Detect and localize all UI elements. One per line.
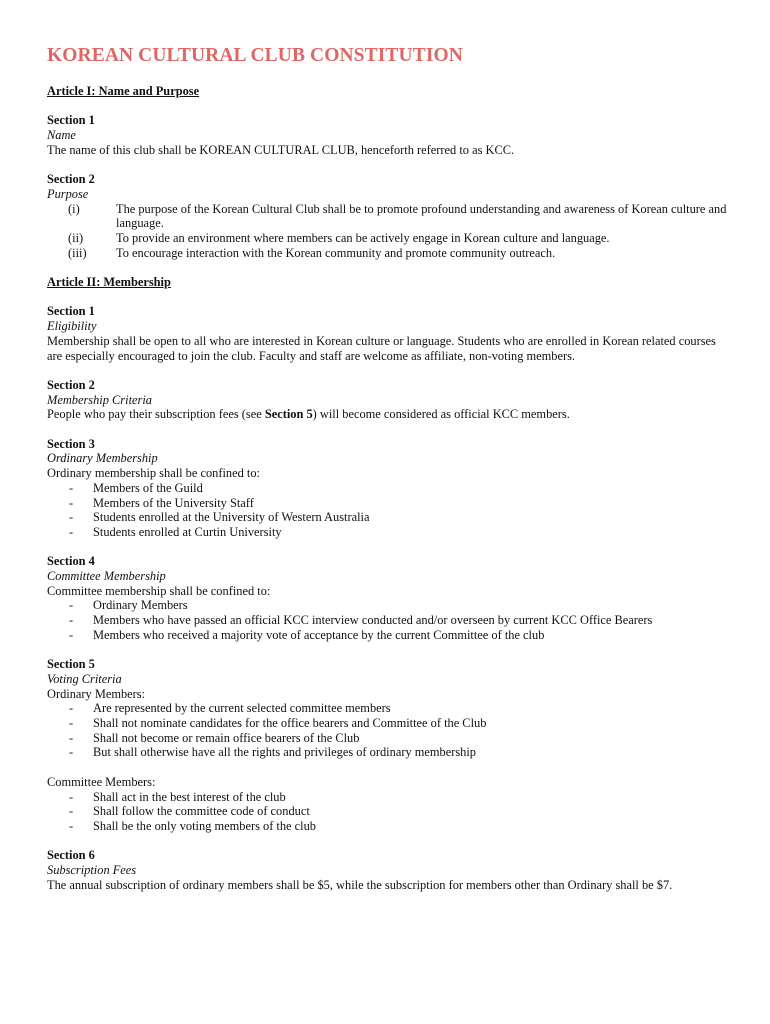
article-2-section-3-subtitle: Ordinary Membership [47, 451, 158, 466]
list-item: - Are represented by the current selected committee members [47, 701, 727, 716]
dash-bullet: - [69, 598, 74, 613]
purpose-list-item [47, 231, 727, 246]
purpose-list-item [47, 202, 727, 231]
dash-bullet: - [69, 701, 74, 716]
document-title: KOREAN CULTURAL CLUB CONSTITUTION [47, 45, 463, 66]
dash-bullet: - [69, 480, 74, 495]
article-2-section-2-label: Section 2 [47, 377, 95, 392]
dash-bullet: - [69, 804, 74, 819]
article-2-section-1-text: Membership shall be open to all who are interested in Korean culture or language. Students who are enrolled in Korean related courses are especially encouraged to join the club. Faculty and staff are welcome as affiliate, non-voting members. [47, 333, 716, 363]
article-2-section-4-label: Section 4 [47, 554, 95, 569]
article-2-section-1-label: Section 1 [47, 304, 95, 319]
list-item: - Members who have passed an official KCC interview conducted and/or overseen by current KCC Office Bearers [47, 613, 727, 628]
article-2-section-1-subtitle: Eligibility [47, 319, 97, 334]
dash-bullet: - [69, 510, 74, 525]
article-2-section-5-label: Section 5 [47, 657, 95, 672]
article-2-heading: Article II: Membership [47, 275, 171, 290]
dash-bullet: - [69, 730, 74, 745]
dash-bullet: - [69, 745, 74, 760]
article-2-section-2-text: People who pay their subscription fees (see Section 5) will become considered as official KCC members. [47, 407, 570, 422]
list-item: - Members who received a majority vote of acceptance by the current Committee of the club [47, 628, 727, 643]
roman-numeral: (i) [68, 201, 80, 216]
purpose-list-item [47, 246, 727, 261]
ordinary-members-intro: Ordinary Members: [47, 686, 146, 701]
article-2-section-5-subtitle: Voting Criteria [47, 671, 122, 686]
roman-numeral: (ii) [68, 230, 84, 245]
article-1-section-2-label: Section 2 [47, 172, 95, 187]
committee-members-intro: Committee Members: [47, 774, 156, 789]
article-1-section-2-subtitle: Purpose [47, 186, 89, 201]
list-item: - Shall not become or remain office bearers of the Club [47, 731, 727, 746]
article-2-section-2-subtitle: Membership Criteria [47, 392, 152, 407]
committee-membership-intro: Committee membership shall be confined to: [47, 583, 271, 598]
list-item: - Students enrolled at the University of Western Australia [47, 510, 727, 525]
list-item: - Ordinary Members [47, 598, 727, 613]
article-1-section-1-text: The name of this club shall be KOREAN CULTURAL CLUB, henceforth referred to as KCC. [47, 142, 515, 157]
list-item: - Members of the Guild [47, 481, 727, 496]
list-item: - Students enrolled at Curtin University [47, 525, 727, 540]
article-2-section-6-label: Section 6 [47, 848, 95, 863]
purpose-text: To encourage interaction with the Korean community and promote community outreach. [116, 245, 556, 260]
article-2-section-3-label: Section 3 [47, 436, 95, 451]
dash-bullet: - [69, 789, 74, 804]
dash-bullet: - [69, 495, 74, 510]
article-2-section-4-subtitle: Committee Membership [47, 569, 166, 584]
list-item: - Members of the University Staff [47, 496, 727, 511]
dash-bullet: - [69, 716, 74, 731]
list-item: - But shall otherwise have all the rights and privileges of ordinary membership [47, 745, 727, 760]
list-item: - Shall not nominate candidates for the office bearers and Committee of the Club [47, 716, 727, 731]
dash-bullet: - [69, 627, 74, 642]
purpose-text: The purpose of the Korean Cultural Club shall be to promote profound understanding and awareness of Korean culture and language. [116, 201, 727, 231]
constitution-document [47, 44, 727, 892]
list-item: - Shall act in the best interest of the club [47, 790, 727, 805]
ordinary-membership-intro: Ordinary membership shall be confined to: [47, 466, 260, 481]
purpose-text: To provide an environment where members can be actively engage in Korean culture and language. [116, 230, 610, 245]
article-1-heading: Article I: Name and Purpose [47, 84, 200, 98]
list-item: - Shall be the only voting members of the club [47, 819, 727, 834]
section-reference: Section 5 [264, 407, 313, 422]
roman-numeral: (iii) [68, 245, 87, 260]
dash-bullet: - [69, 818, 74, 833]
article-2-section-6-text: The annual subscription of ordinary members shall be $5, while the subscription for members other than Ordinary shall be $7. [47, 877, 673, 892]
article-1-section-1-subtitle: Name [47, 128, 76, 143]
dash-bullet: - [69, 524, 74, 539]
list-item: - Shall follow the committee code of conduct [47, 804, 727, 819]
dash-bullet: - [69, 613, 74, 628]
article-1-section-1-label: Section 1 [47, 113, 95, 128]
article-2-section-6-subtitle: Subscription Fees [47, 863, 137, 878]
